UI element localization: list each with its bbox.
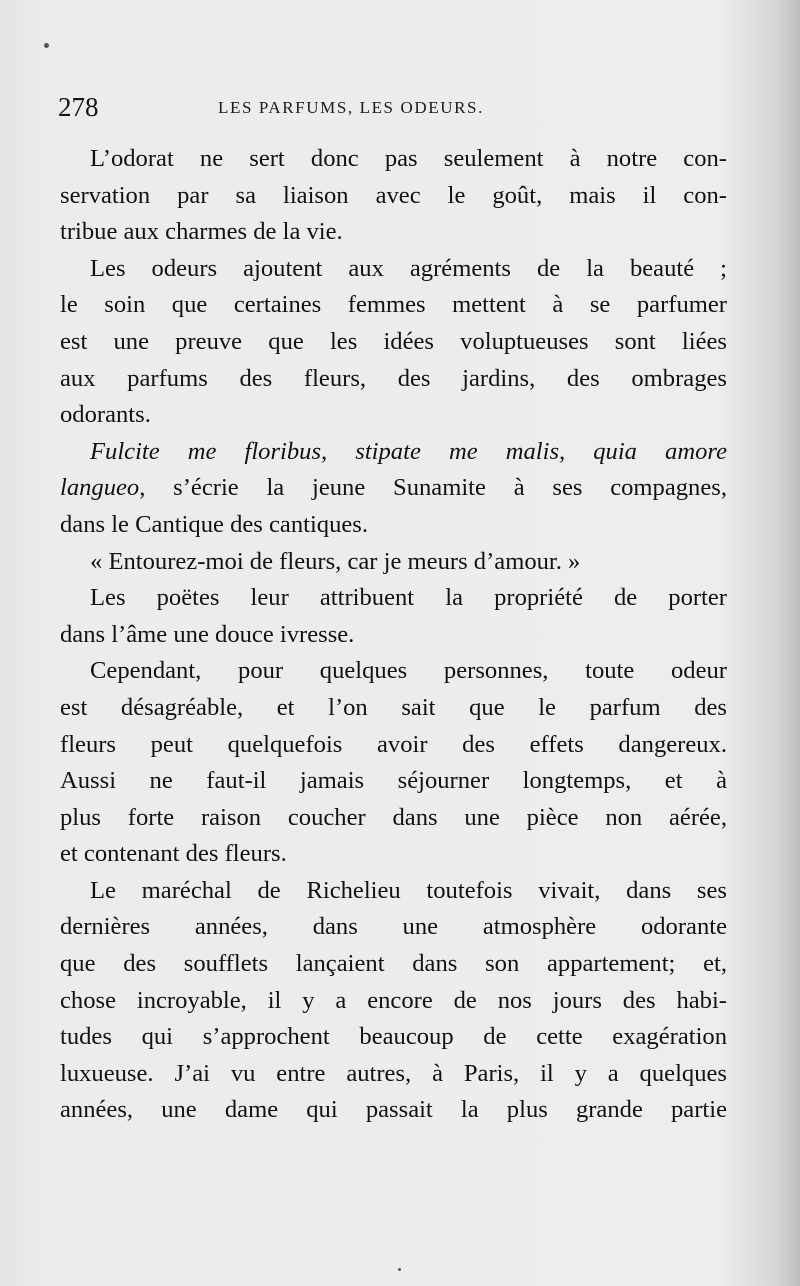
text-line: Aussi ne faut-il jamais séjourner longtemps, et à bbox=[60, 767, 727, 795]
text-line: luxueuse. J’ai vu entre autres, à Paris, il y a quelques bbox=[60, 1059, 727, 1087]
ink-speck bbox=[398, 1268, 401, 1271]
text-line: dans l’âme une douce ivresse. bbox=[60, 620, 355, 648]
text-line: dernières années, dans une atmosphère odorante bbox=[60, 913, 727, 941]
text-line bbox=[60, 470, 727, 507]
text-line: tudes qui s’approchent beaucoup de cette exagération bbox=[60, 1023, 727, 1051]
text-line: années, une dame qui passait la plus grande partie bbox=[60, 1096, 727, 1124]
text-line: odorants. bbox=[60, 401, 151, 429]
text-line: Les poëtes leur attribuent la propriété de porter bbox=[90, 584, 727, 612]
text-line: Les odeurs ajoutent aux agréments de la beauté ; bbox=[90, 254, 727, 282]
text-line: Le maréchal de Richelieu toutefois vivait, dans ses bbox=[90, 876, 727, 904]
text-line: aux parfums des fleurs, des jardins, des ombrages bbox=[60, 364, 727, 392]
running-title: LES PARFUMS, LES ODEURS. bbox=[218, 98, 484, 117]
text-line: L’odorat ne sert donc pas seulement à notre con- bbox=[90, 145, 727, 172]
text-line: fleurs peut quelquefois avoir des effets dangereux. bbox=[60, 730, 727, 758]
text-line: plus forte raison coucher dans une pièce non aérée, bbox=[60, 803, 727, 831]
text-line: chose incroyable, il y a encore de nos jours des habi- bbox=[60, 986, 727, 1014]
text-line: dans le Cantique des cantiques. bbox=[60, 510, 369, 538]
text-line: que des soufflets lançaient dans son appartement; et, bbox=[60, 950, 727, 978]
page-header bbox=[58, 92, 748, 124]
text-line: Cependant, pour quelques personnes, toute odeur bbox=[90, 657, 727, 685]
text-line: servation par sa liaison avec le goût, mais il con- bbox=[60, 181, 727, 209]
page-number: 278 bbox=[58, 92, 99, 122]
text-line: tribue aux charmes de la vie. bbox=[60, 218, 343, 246]
ink-speck bbox=[44, 43, 49, 48]
text-line bbox=[60, 434, 727, 471]
body-text bbox=[60, 141, 727, 1129]
text-line: est une preuve que les idées voluptueuses sont liées bbox=[60, 327, 727, 355]
text-line: le soin que certaines femmes mettent à se parfumer bbox=[60, 291, 727, 319]
latin-quote-end: langueo bbox=[60, 474, 140, 502]
text-line: est désagréable, et l’on sait que le parfum des bbox=[60, 693, 727, 721]
text-segment: , s’écrie la jeune Sunamite à ses compagnes, bbox=[139, 474, 727, 502]
latin-quote: Fulcite me floribus, stipate me malis, quia amore bbox=[90, 437, 727, 465]
text-line: « Entourez-moi de fleurs, car je meurs d’amour. » bbox=[90, 547, 581, 575]
text-line: et contenant des fleurs. bbox=[60, 840, 287, 868]
